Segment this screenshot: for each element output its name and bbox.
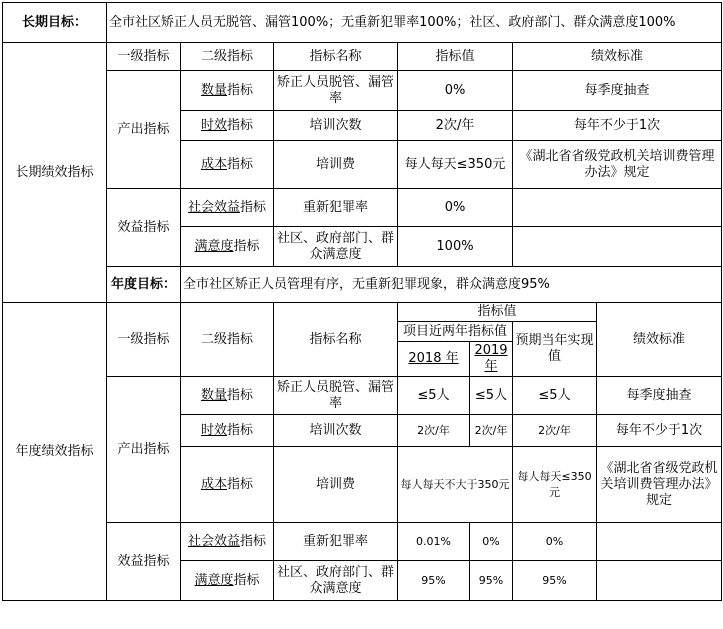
- an-indicator-name: 社区、政府部门、群众满意度: [274, 561, 398, 601]
- an-header-2018: 2018 年: [398, 342, 470, 377]
- an-header-name: 指标名称: [274, 303, 398, 377]
- an-value-expected: 2次/年: [513, 415, 597, 447]
- lt-l2-underlined: 数量: [200, 82, 227, 98]
- an-value-2018-2019: 每人每天不大于350元: [398, 447, 513, 523]
- lt-indicator-standard: 《湖北省省级党政机关培训费管理办法》规定: [513, 141, 722, 189]
- lt-header-l2: 二级指标: [181, 43, 274, 71]
- annual-goal-label: 年度目标：: [107, 267, 181, 303]
- an-l2-cell: [181, 415, 274, 447]
- an-value-expected: 95%: [513, 561, 597, 601]
- lt-indicator-value: 每人每天≤350元: [398, 141, 513, 189]
- an-indicator-name: 培训费: [274, 447, 398, 523]
- lt-l2-cell: [181, 189, 274, 227]
- an-indicator-name: 培训次数: [274, 415, 398, 447]
- an-indicator-name: 重新犯罪率: [274, 523, 398, 561]
- lt-indicator-value: 0%: [398, 71, 513, 111]
- an-value-expected: ≤5人: [513, 377, 597, 415]
- an-value-2018: ≤5人: [398, 377, 470, 415]
- lt-l2-cell: [181, 227, 274, 267]
- lt-indicator-value: 100%: [398, 227, 513, 267]
- an-header-expected: 预期当年实现值: [513, 322, 597, 377]
- an-header-value-group: 指标值: [398, 303, 597, 322]
- lt-indicator-value: 2次/年: [398, 111, 513, 141]
- lt-l2-cell: [181, 71, 274, 111]
- lt-l2-cell: [181, 141, 274, 189]
- annual-goal-text: 全市社区矫正人员管理有序，无重新犯罪现象，群众满意度95%: [181, 267, 722, 303]
- an-l2-cell: [181, 377, 274, 415]
- an-value-2019: 95%: [470, 561, 513, 601]
- lt-output-label: 产出指标: [107, 71, 181, 189]
- lt-l2-suffix: 指标: [227, 156, 254, 172]
- long-term-section-label: 长期绩效指标: [3, 43, 107, 303]
- an-value-expected: 每人每天≤350元: [513, 447, 597, 523]
- an-l2-suffix: 指标: [227, 387, 254, 403]
- an-l2-underlined: 数量: [200, 387, 227, 403]
- lt-header-name: 指标名称: [274, 43, 398, 71]
- lt-benefit-label: 效益指标: [107, 189, 181, 267]
- an-l2-suffix: 指标: [227, 422, 254, 438]
- lt-header-value: 指标值: [398, 43, 513, 71]
- lt-indicator-name: 重新犯罪率: [274, 189, 398, 227]
- lt-indicator-name: 培训费: [274, 141, 398, 189]
- an-header-l2: 二级指标: [181, 303, 274, 377]
- an-header-2019: 2019年: [470, 342, 513, 377]
- an-header-standard: 绩效标准: [597, 303, 722, 377]
- an-indicator-standard: 《湖北省省级党政机关培训费管理办法》规定: [597, 447, 722, 523]
- lt-l2-suffix: 指标: [227, 82, 254, 98]
- lt-indicator-value: 0%: [398, 189, 513, 227]
- an-indicator-standard: 每年不少于1次: [597, 415, 722, 447]
- an-value-2019: ≤5人: [470, 377, 513, 415]
- an-indicator-name: 矫正人员脱管、漏管率: [274, 377, 398, 415]
- an-indicator-standard: [597, 561, 722, 601]
- lt-indicator-standard: 每年不少于1次: [513, 111, 722, 141]
- an-l2-suffix: 指标: [233, 572, 260, 588]
- an-indicator-standard: 每季度抽查: [597, 377, 722, 415]
- lt-indicator-standard: [513, 227, 722, 267]
- an-l2-underlined: 满意度: [194, 572, 234, 588]
- an-l2-cell: [181, 561, 274, 601]
- an-l2-underlined: 成本: [200, 476, 227, 492]
- lt-l2-suffix: 指标: [240, 199, 267, 215]
- an-header-recent: 项目近两年指标值: [398, 322, 513, 342]
- an-l2-suffix: 指标: [240, 533, 267, 549]
- lt-l2-underlined: 成本: [200, 156, 227, 172]
- long-term-goal-text: 全市社区矫正人员无脱管、漏管100%；无重新犯罪率100%；社区、政府部门、群众满意度100%: [107, 3, 722, 43]
- an-indicator-standard: [597, 523, 722, 561]
- lt-indicator-name: 社区、政府部门、群众满意度: [274, 227, 398, 267]
- lt-header-standard: 绩效标准: [513, 43, 722, 71]
- lt-l2-underlined: 时效: [200, 117, 227, 133]
- an-output-label: 产出指标: [107, 377, 181, 523]
- lt-l2-suffix: 指标: [227, 117, 254, 133]
- an-value-2018: 2次/年: [398, 415, 470, 447]
- lt-l2-cell: [181, 111, 274, 141]
- long-term-goal-label: 长期目标：: [3, 3, 107, 43]
- annual-section-label: 年度绩效指标: [3, 303, 107, 601]
- an-benefit-label: 效益指标: [107, 523, 181, 601]
- an-l2-cell: [181, 523, 274, 561]
- an-l2-underlined: 社会效益: [187, 533, 240, 549]
- lt-indicator-standard: [513, 189, 722, 227]
- an-l2-cell: [181, 447, 274, 523]
- an-value-expected: 0%: [513, 523, 597, 561]
- an-l2-underlined: 时效: [200, 422, 227, 438]
- an-header-l1: 一级指标: [107, 303, 181, 377]
- an-value-2018: 0.01%: [398, 523, 470, 561]
- an-value-2019: 2次/年: [470, 415, 513, 447]
- lt-indicator-standard: 每季度抽查: [513, 71, 722, 111]
- an-l2-suffix: 指标: [227, 476, 254, 492]
- an-value-2018: 95%: [398, 561, 470, 601]
- lt-header-l1: 一级指标: [107, 43, 181, 71]
- performance-table: [2, 2, 722, 601]
- lt-indicator-name: 培训次数: [274, 111, 398, 141]
- lt-l2-underlined: 社会效益: [187, 199, 240, 215]
- lt-l2-suffix: 指标: [233, 238, 260, 254]
- lt-indicator-name: 矫正人员脱管、漏管率: [274, 71, 398, 111]
- lt-l2-underlined: 满意度: [194, 238, 234, 254]
- an-value-2019: 0%: [470, 523, 513, 561]
